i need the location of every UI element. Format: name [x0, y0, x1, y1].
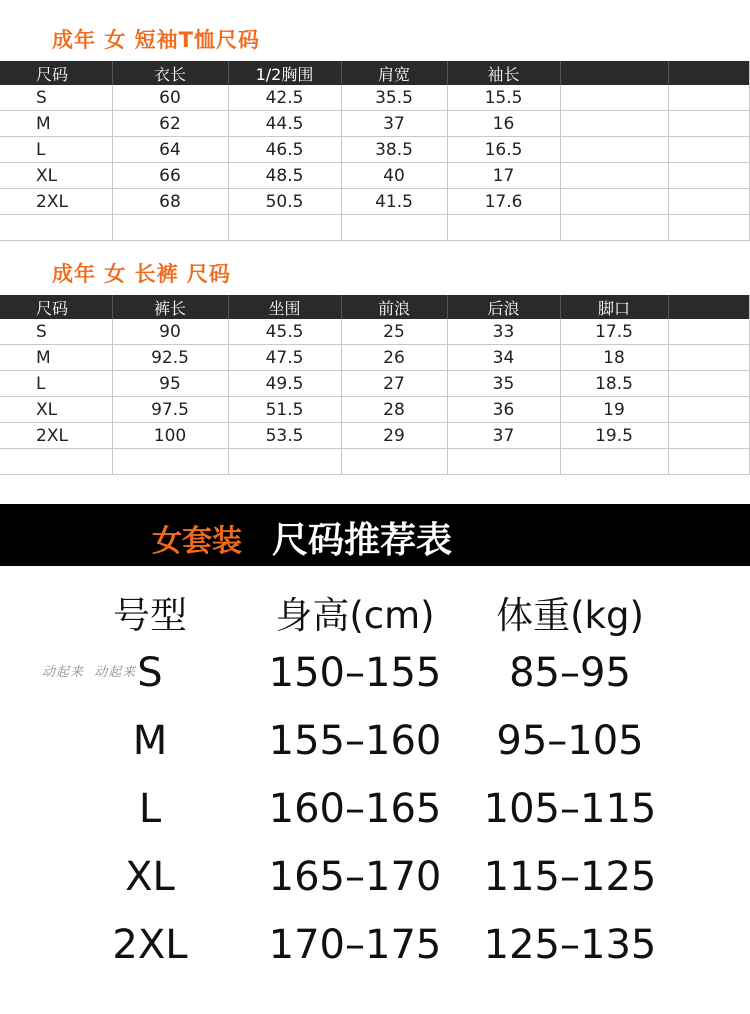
size-cell: L: [138, 786, 162, 832]
table-cell: [668, 449, 750, 475]
table-cell: [560, 137, 668, 163]
table-cell: 49.5: [228, 371, 341, 397]
table-cell: 27: [341, 371, 447, 397]
table-cell: L: [0, 137, 112, 163]
banner-accent-title: 女套装: [152, 524, 242, 559]
table-cell: XL: [0, 397, 112, 423]
pants-size-table: [0, 295, 750, 475]
tshirt-size-table: [0, 61, 750, 241]
table-cell: L: [0, 371, 112, 397]
table-cell: [668, 319, 750, 345]
column-header: 裤长: [112, 295, 228, 319]
table-cell: 51.5: [228, 397, 341, 423]
table-cell: [560, 215, 668, 241]
table-cell: [668, 137, 750, 163]
weight-cell: 85–95: [509, 650, 631, 696]
height-cell: 150–155: [268, 650, 442, 696]
table-cell: 17.6: [447, 189, 560, 215]
table-cell: 41.5: [341, 189, 447, 215]
table-cell: [112, 215, 228, 241]
column-header: 1/2胸围: [228, 61, 341, 85]
table-cell: 28: [341, 397, 447, 423]
column-header-weight: 体重(kg): [496, 594, 644, 637]
weight-cell: 105–115: [483, 786, 657, 832]
table-cell: 90: [112, 319, 228, 345]
table-row: [0, 189, 750, 215]
table-cell: 95: [112, 371, 228, 397]
table-cell: 15.5: [447, 85, 560, 111]
table-row: [0, 397, 750, 423]
table-cell: 2XL: [0, 423, 112, 449]
table-cell: 68: [112, 189, 228, 215]
table-cell: S: [0, 319, 112, 345]
table-cell: 25: [341, 319, 447, 345]
size-cell: 2XL: [112, 922, 188, 968]
weight-cell: 115–125: [483, 854, 657, 900]
table-cell: [668, 423, 750, 449]
table-cell: 37: [341, 111, 447, 137]
weight-cell: 125–135: [483, 922, 657, 968]
table-row: [0, 137, 750, 163]
table-cell: [560, 449, 668, 475]
table-row: [0, 345, 750, 371]
table-cell: [0, 215, 112, 241]
table-cell: 35: [447, 371, 560, 397]
table-cell: 92.5: [112, 345, 228, 371]
size-cell: XL: [125, 854, 175, 900]
table-cell: XL: [0, 163, 112, 189]
table-cell: [228, 215, 341, 241]
column-header: [668, 61, 750, 85]
table-cell: 40: [341, 163, 447, 189]
table-cell: 45.5: [228, 319, 341, 345]
banner-main-title: 尺码推荐表: [272, 520, 453, 561]
table-cell: [668, 111, 750, 137]
table-cell: 18: [560, 345, 668, 371]
table-cell: [668, 345, 750, 371]
table-cell: [341, 215, 447, 241]
column-header-height: 身高(cm): [275, 594, 435, 637]
table-cell: 29: [341, 423, 447, 449]
column-header: 袖长: [447, 61, 560, 85]
table-row: [0, 449, 750, 475]
table-cell: [560, 111, 668, 137]
table-cell: 50.5: [228, 189, 341, 215]
table-cell: 97.5: [112, 397, 228, 423]
table-cell: 60: [112, 85, 228, 111]
table-cell: 17.5: [560, 319, 668, 345]
table-cell: 2XL: [0, 189, 112, 215]
table-cell: 42.5: [228, 85, 341, 111]
table-cell: 48.5: [228, 163, 341, 189]
size-cell: M: [132, 718, 168, 764]
watermark-text: 动起来 动起来: [42, 665, 137, 680]
table-cell: S: [0, 85, 112, 111]
table-cell: 16: [447, 111, 560, 137]
column-header: 后浪: [447, 295, 560, 319]
table-cell: M: [0, 345, 112, 371]
weight-cell: 95–105: [496, 718, 644, 764]
table-cell: 46.5: [228, 137, 341, 163]
table-cell: M: [0, 111, 112, 137]
table-cell: [447, 449, 560, 475]
table-cell: [560, 85, 668, 111]
table-row: [0, 163, 750, 189]
column-header-size: 号型: [113, 594, 187, 637]
table-cell: [668, 371, 750, 397]
column-header: 衣长: [112, 61, 228, 85]
column-header: [668, 295, 750, 319]
table-cell: 37: [447, 423, 560, 449]
table-cell: [668, 189, 750, 215]
table-cell: 35.5: [341, 85, 447, 111]
table-row: [0, 371, 750, 397]
column-header: 坐围: [228, 295, 341, 319]
table-cell: 100: [112, 423, 228, 449]
table-cell: [341, 449, 447, 475]
table-row: [0, 423, 750, 449]
table-header-row: [0, 61, 750, 85]
size-cell: S: [137, 650, 163, 696]
table-cell: [0, 449, 112, 475]
table-cell: [560, 163, 668, 189]
table-cell: 47.5: [228, 345, 341, 371]
table-cell: [228, 449, 341, 475]
recommend-banner: [0, 504, 750, 566]
table-row: [0, 215, 750, 241]
tshirt-size-title: 成年 女 短袖T恤尺码: [52, 28, 260, 52]
column-header: 前浪: [341, 295, 447, 319]
table-header-row: [0, 295, 750, 319]
table-cell: [560, 189, 668, 215]
table-cell: [668, 85, 750, 111]
table-cell: 36: [447, 397, 560, 423]
table-cell: 66: [112, 163, 228, 189]
table-cell: [668, 163, 750, 189]
table-cell: 44.5: [228, 111, 341, 137]
column-header: 尺码: [0, 295, 112, 319]
table-cell: [112, 449, 228, 475]
table-cell: 26: [341, 345, 447, 371]
table-row: [0, 111, 750, 137]
table-cell: 62: [112, 111, 228, 137]
height-cell: 170–175: [268, 922, 442, 968]
column-header: 肩宽: [341, 61, 447, 85]
column-header: 尺码: [0, 61, 112, 85]
table-cell: [447, 215, 560, 241]
table-cell: 64: [112, 137, 228, 163]
table-cell: 33: [447, 319, 560, 345]
table-cell: 34: [447, 345, 560, 371]
table-cell: 53.5: [228, 423, 341, 449]
table-row: [0, 319, 750, 345]
column-header: 脚口: [560, 295, 668, 319]
table-cell: 19: [560, 397, 668, 423]
table-cell: 19.5: [560, 423, 668, 449]
table-cell: 18.5: [560, 371, 668, 397]
height-cell: 165–170: [268, 854, 442, 900]
table-cell: [668, 397, 750, 423]
table-cell: 16.5: [447, 137, 560, 163]
height-cell: 160–165: [268, 786, 442, 832]
table-cell: [668, 215, 750, 241]
height-cell: 155–160: [268, 718, 442, 764]
column-header: [560, 61, 668, 85]
table-cell: 17: [447, 163, 560, 189]
table-row: [0, 85, 750, 111]
table-cell: 38.5: [341, 137, 447, 163]
pants-size-title: 成年 女 长裤 尺码: [52, 262, 231, 286]
